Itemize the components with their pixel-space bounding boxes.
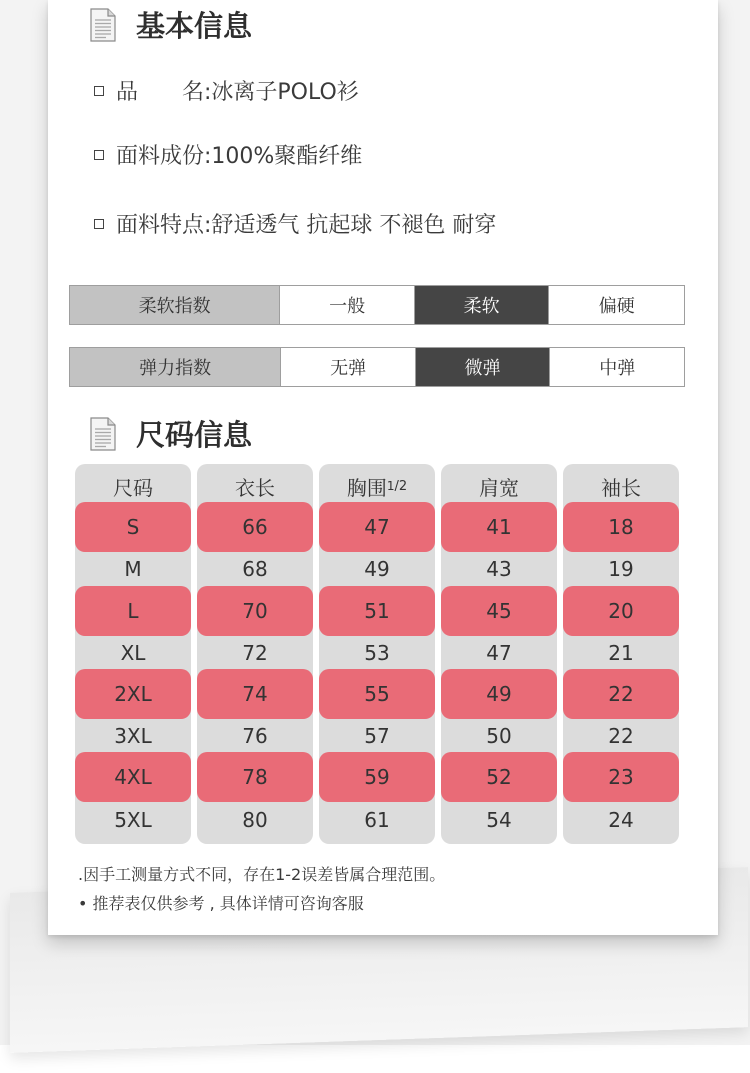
- rating-option: 无弹: [280, 348, 415, 386]
- size-table-cell: 52: [441, 752, 557, 802]
- size-table-cell: 3XL: [114, 724, 152, 748]
- info-item-text: 品 名:冰离子POLO衫: [116, 80, 359, 105]
- rating-label: 弹力指数: [70, 348, 280, 386]
- sleeve-header: 袖长: [601, 475, 641, 500]
- size-table-cell: 54: [486, 808, 512, 832]
- size-table-cell: 55: [319, 669, 435, 719]
- reference-note: • 推荐表仅供参考 , 具体详情可咨询客服: [78, 894, 364, 913]
- size-table-cell: 78: [197, 752, 313, 802]
- size-table-cell: 47: [319, 502, 435, 552]
- size-table-cell: 22: [608, 724, 634, 748]
- size-table-cell: 23: [563, 752, 679, 802]
- chest-header-label: 胸围: [346, 475, 387, 500]
- rating-label: 柔软指数: [70, 286, 279, 324]
- size-table-cell: 59: [319, 752, 435, 802]
- size-table-cell: 43: [486, 557, 512, 581]
- size-table-cell: 18: [563, 502, 679, 552]
- chest-header-sub: /2: [394, 478, 408, 494]
- size-table-cell: 66: [197, 502, 313, 552]
- info-item-text: 面料成份:100%聚酯纤维: [116, 144, 363, 169]
- size-table-cell: 80: [242, 808, 268, 832]
- size-table-cell: XL: [120, 641, 146, 665]
- size-table-cell: 49: [364, 557, 390, 581]
- shoulder-header: 肩宽: [479, 475, 519, 500]
- softness-rating-row: [69, 285, 685, 325]
- info-item-name: [94, 75, 359, 106]
- document-icon: [90, 8, 116, 42]
- size-table-cell: 20: [563, 586, 679, 636]
- size-table-cell: 5XL: [114, 808, 152, 832]
- bullet-square-icon: [94, 150, 104, 160]
- document-icon: [90, 417, 116, 451]
- basic-info-header: [90, 4, 252, 45]
- rating-option-selected: 微弹: [415, 348, 550, 386]
- basic-info-title: 基本信息: [136, 9, 253, 43]
- info-item-features: [94, 208, 496, 239]
- size-table-cell: 41: [441, 502, 557, 552]
- size-table-cell: 61: [364, 808, 390, 832]
- size-table-cell: 24: [608, 808, 634, 832]
- size-table-cell: 45: [441, 586, 557, 636]
- size-table-cell: 19: [608, 557, 634, 581]
- size-table-cell: M: [124, 557, 142, 581]
- bullet-square-icon: [94, 219, 104, 229]
- size-table-cell: 49: [441, 669, 557, 719]
- rating-option-selected: 柔软: [414, 286, 549, 324]
- size-table-cell: 74: [197, 669, 313, 719]
- size-table-cell: S: [75, 502, 191, 552]
- size-table-cell: 4XL: [75, 752, 191, 802]
- info-item-fabric: [94, 139, 362, 170]
- bullet-square-icon: [94, 86, 104, 96]
- size-table-cell: 51: [319, 586, 435, 636]
- size-table-cell: 76: [242, 724, 268, 748]
- elasticity-rating-row: [69, 347, 685, 387]
- size-table-cell: 53: [364, 641, 390, 665]
- size-header: 尺码: [113, 475, 153, 500]
- chest-header-sup: 1: [386, 479, 395, 493]
- length-header: 衣长: [235, 475, 275, 500]
- rating-option: 中弹: [549, 348, 684, 386]
- size-table-cell: 57: [364, 724, 390, 748]
- measurement-note: .因手工测量方式不同，存在1-2误差皆属合理范围。: [78, 865, 446, 884]
- rating-option: 一般: [279, 286, 414, 324]
- info-item-text: 面料特点:舒适透气 抗起球 不褪色 耐穿: [116, 213, 497, 238]
- size-table-cell: 72: [242, 641, 268, 665]
- size-table-cell: 21: [608, 641, 634, 665]
- size-table-cell: L: [75, 586, 191, 636]
- size-table-cell: 2XL: [75, 669, 191, 719]
- size-table-cell: 50: [486, 724, 512, 748]
- size-table-cell: 47: [486, 641, 512, 665]
- size-table-cell: 68: [242, 557, 268, 581]
- size-table-cell: 22: [563, 669, 679, 719]
- rating-option: 偏硬: [548, 286, 684, 324]
- size-info-title: 尺码信息: [136, 418, 253, 452]
- size-table-cell: 70: [197, 586, 313, 636]
- size-info-header: [90, 413, 252, 454]
